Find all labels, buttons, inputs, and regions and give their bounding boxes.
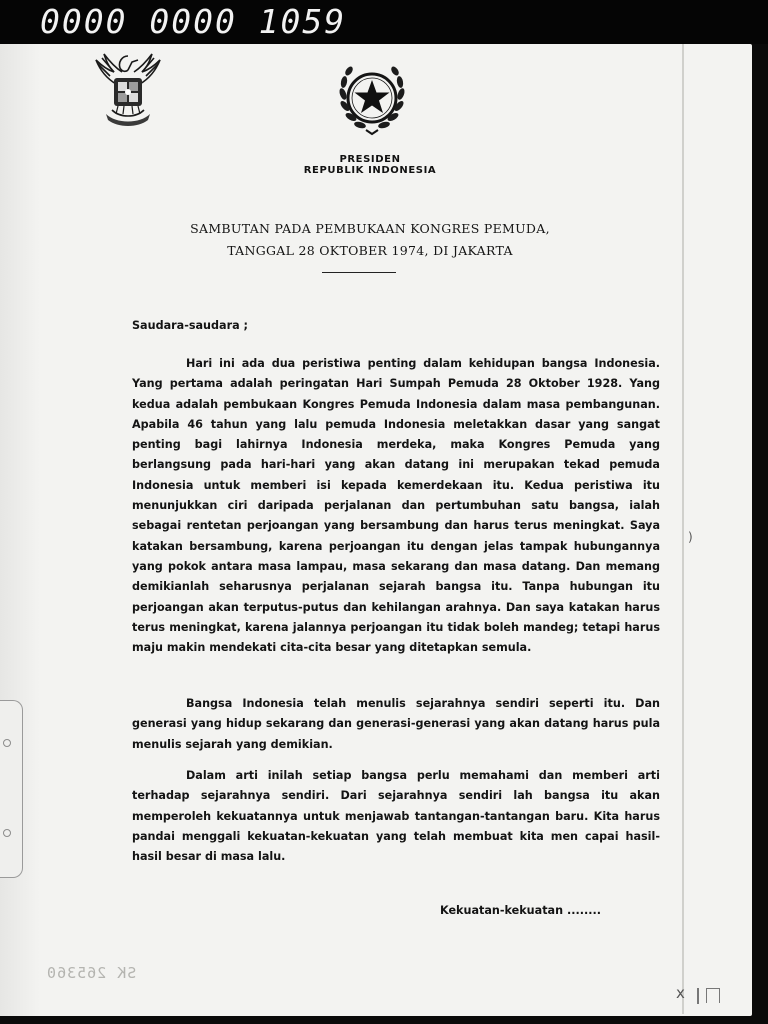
letterhead-line-presiden: PRESIDEN	[339, 154, 401, 165]
title-line-2: TANGGAL 28 OKTOBER 1974, DI JAKARTA	[227, 243, 513, 258]
binder-hole-icon	[3, 829, 11, 837]
binder-hole-icon	[3, 739, 11, 747]
salutation: Saudara-saudara ;	[132, 319, 249, 332]
paragraph-1: Hari ini ada dua peristiwa penting dalam kehidupan bangsa Indonesia. Yang pertama adalah peringatan Hari Sumpah Pemuda 28 Oktober 1928. Yang kedua adalah pembukaan Kongres Pemuda Indonesia dalam masa pembangunan. Apabila 46 tahun yang lalu pemuda Indonesia meletakkan dasar yang sangat penting bagi lahirnya Indonesia merdeka, maka Kongres Pemuda yang berlangsung pada hari-hari yang akan datang ini merupakan tekad pemuda Indonesia untuk memberi isi kepada kemerdekaan itu. Kedua peristiwa itu menunjukkan ciri daripada perjalanan dan pertumbuhan satu bangsa, ialah sebagai rentetan perjoangan yang bersambung dan harus terus meningkat. Saya katakan bersambung, karena perjoangan itu dengan jelas tampak hubungannya yang pokok antara masa lampau, masa sekarang dan masa datang. Dan memang demikianlah seharusnya perjalanan sejarah bangsa itu. Tanpa hubungan itu perjoangan akan terputus-putus dan kehilangan arahnya. Dan saya katakan harus terus meningkat, karena jalannya perjoangan itu tidak boleh mandeg; tetapi harus maju makin mendekati cita-cita besar yang ditetapkan semula.	[132, 357, 660, 655]
title-line-1: SAMBUTAN PADA PEMBUKAAN KONGRES PEMUDA,	[190, 221, 550, 236]
edge-mark: )	[688, 530, 693, 544]
document-title	[150, 218, 590, 262]
corner-box-mark	[706, 988, 720, 1003]
archive-stamp: SK 265360	[46, 964, 137, 982]
binder-tab	[0, 700, 23, 878]
letterhead-office	[280, 154, 460, 176]
film-strip	[0, 0, 768, 44]
letterhead-line-republik: REPUBLIK INDONESIA	[303, 165, 437, 176]
page-continuation-catchword: Kekuatan-kekuatan ........	[440, 904, 601, 917]
paragraph-3: Dalam arti inilah setiap bangsa perlu memahami dan memberi arti terhadap sejarahnya sendiri. Dari sejarahnya sendiri lah bangsa itu akan memperoleh kekuatannya untuk menjawab tantangan-tantangan baru. Kita harus pandai menggali kekuatan-kekuatan yang telah membuat kita men capai hasil-hasil besar di masa lalu.	[132, 769, 660, 864]
corner-bar-mark	[697, 988, 699, 1004]
garuda-emblem-icon	[88, 48, 168, 130]
presidential-star-seal-icon	[330, 58, 414, 142]
paragraph-2: Bangsa Indonesia telah menulis sejarahnya sendiri seperti itu. Dan generasi yang hidup sekarang dan generasi-generasi yang akan datang harus pula menulis sejarah yang demikian.	[132, 697, 660, 751]
film-frame-code: 0000 0000 1059	[40, 2, 347, 41]
corner-x-mark: x	[676, 984, 685, 1002]
sheet-fold-line	[682, 44, 684, 1014]
title-underline	[322, 272, 396, 273]
